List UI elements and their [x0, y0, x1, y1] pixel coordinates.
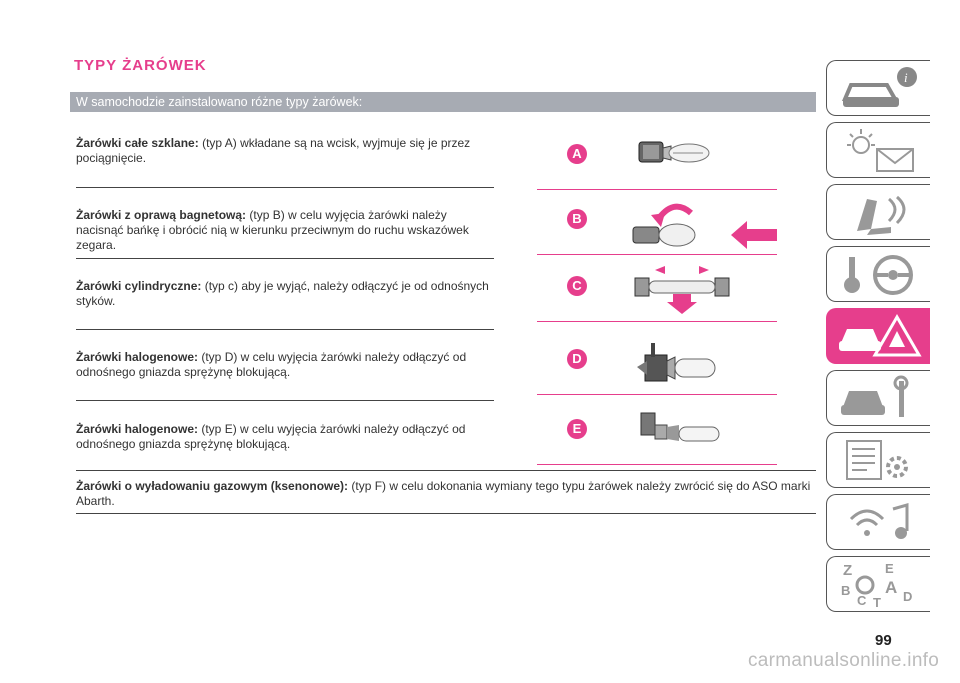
entry-label: Żarówki całe szklane: [76, 136, 199, 150]
section-subtitle-bar [70, 92, 816, 112]
bulb-label-badge: B [567, 209, 587, 229]
svg-text:i: i [904, 70, 908, 85]
row-divider [537, 464, 777, 465]
tab-emergency[interactable] [826, 308, 930, 364]
row-divider [537, 189, 777, 190]
tab-starting-driving[interactable] [826, 246, 930, 302]
car-info-icon [837, 65, 927, 113]
entry-type-c [76, 279, 496, 309]
bayonet-bulb-icon [627, 197, 787, 255]
separator [76, 400, 494, 401]
tab-dashboard-lights[interactable] [826, 122, 930, 178]
row-divider [537, 321, 777, 322]
entry-type-a [76, 136, 496, 166]
tab-service[interactable] [826, 370, 930, 426]
separator [76, 329, 494, 330]
car-service-tools-icon [837, 375, 927, 423]
tab-technical-data[interactable] [826, 432, 930, 488]
svg-text:D: D [903, 589, 913, 604]
svg-text:T: T [873, 595, 881, 609]
tab-index[interactable] [826, 556, 930, 612]
halogen-h4-bulb-icon [627, 337, 737, 395]
bulb-row-a [537, 130, 777, 190]
bulb-label-badge: D [567, 349, 587, 369]
page-title: TYPY ŻARÓWEK [74, 57, 207, 74]
entry-label: Żarówki z oprawą bagnetową: [76, 208, 247, 222]
section-subtitle: W samochodzie zainstalowano różne typy żarówek: [76, 95, 363, 109]
car-warning-icon [837, 313, 927, 361]
footer-watermark: carmanualsonline.info [748, 650, 940, 671]
entry-text: (typ D) w celu wyjęcia żarówki należy odłączyć od odnośnego gniazda sprężynę blokującą. [76, 350, 467, 379]
wedge-bulb-icon [627, 132, 727, 182]
seat-airbag-icon [837, 189, 927, 237]
tab-car-info[interactable] [826, 60, 930, 116]
separator [76, 258, 494, 259]
entry-type-b [76, 208, 496, 253]
tab-safety[interactable] [826, 184, 930, 240]
alphabetical-index-icon [837, 561, 927, 609]
entry-type-f [76, 479, 816, 509]
bulb-label-badge: C [567, 276, 587, 296]
svg-text:B: B [841, 583, 851, 598]
bulb-row-c [537, 262, 777, 322]
key-steering-wheel-icon [837, 251, 927, 299]
entry-text: (typ F) w celu dokonania wymiany tego typu żarówek należy zwrócić się do ASO marki Abarth. [76, 479, 811, 508]
bulb-label-badge: A [567, 144, 587, 164]
dashboard-lights-icon [837, 127, 927, 175]
separator [76, 187, 494, 188]
entry-label: Żarówki halogenowe: [76, 422, 199, 436]
tab-multimedia[interactable] [826, 494, 930, 550]
bulb-label-badge: E [567, 419, 587, 439]
bulb-row-e [537, 405, 777, 465]
entry-text: (typ E) w celu wyjęcia żarówki należy odłączyć od odnośnego gniazda sprężynę blokującą. [76, 422, 466, 451]
bulb-row-b [537, 195, 777, 255]
row-divider [537, 394, 777, 395]
bulb-row-d [537, 335, 777, 395]
svg-text:Z: Z [843, 562, 853, 579]
row-divider [537, 254, 777, 255]
entry-label: Żarówki halogenowe: [76, 350, 199, 364]
entry-label: Żarówki o wyładowaniu gazowym (ksenonowe): [76, 479, 349, 493]
entry-text: (typ B) w celu wyjęcia żarówki należy nacisnąć bańkę i obrócić nią w kierunku przeciwnym do ruchu wskazówek zegara. [76, 208, 469, 252]
separator [76, 513, 816, 514]
technical-data-gear-icon [837, 437, 927, 485]
svg-text:E: E [885, 561, 894, 576]
halogen-h1-bulb-icon [627, 407, 737, 461]
svg-text:C: C [857, 593, 867, 608]
entry-label: Żarówki cylindryczne: [76, 279, 202, 293]
multimedia-icon [837, 499, 927, 547]
separator [76, 470, 816, 471]
page-number: 99 [875, 632, 892, 649]
entry-text: (typ A) wkładane są na wcisk, wyjmuje się je przez pociągnięcie. [76, 136, 471, 165]
entry-type-d [76, 350, 496, 380]
entry-type-e [76, 422, 496, 452]
cylindrical-bulb-icon [627, 264, 737, 318]
entry-text: (typ c) aby je wyjąć, należy odłączyć je od odnośnych styków. [76, 279, 489, 308]
svg-text:A: A [885, 578, 898, 597]
